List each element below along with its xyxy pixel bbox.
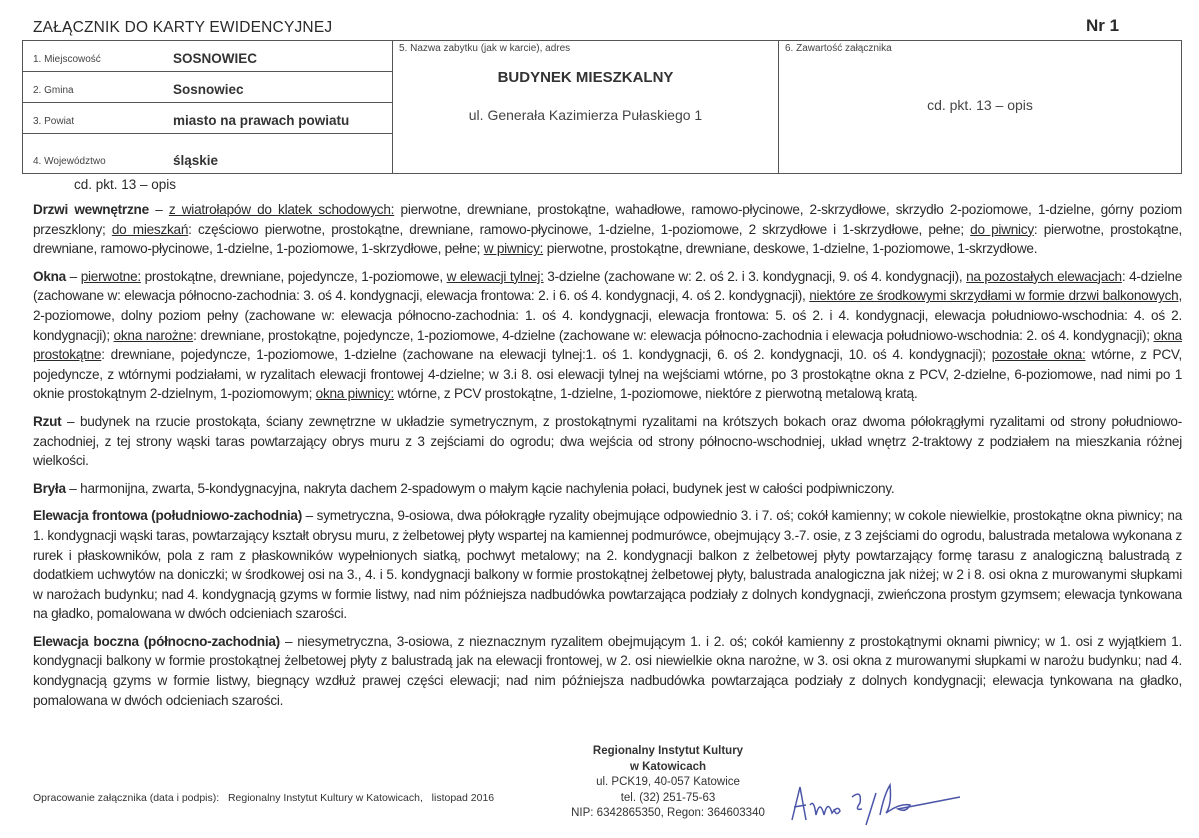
field-label: 4. Województwo [33,156,106,167]
field-locality [23,41,392,72]
paragraph-text: – niesymetryczna, 3-osiowa, z nieznacznym ryzalitem obejmującym 1. i 2. oś; cokół kamienny z prostokątnymi oknami piwnicy; w 1. osi z wyjątkiem 1. kondygnacji balkony w formie prostokątnej żelbetowej płyty z balustradą jak na elewacji frontowej, w 2. osi niewielkie okna narożne, w 3. osi okna z murowanymi słupkami w narożu budynku; nad 4. kondygnacją gzyms w formie listwy, biegnący wzdłuż prawej części elewacji; nad nim późniejsza nadbudówka powtarzająca podziały z dolnych kondygnacji; elewacja tynkowana na gładko, pomalowana w dwóch odcieniach szarości. [33,633,1182,708]
underlined-term: okna narożne [113,327,194,343]
field-commune [23,72,392,103]
section-heading: Rzut [33,413,62,429]
location-fields [23,41,393,173]
description-paragraph [33,632,1182,710]
paragraph-text: , 2-poziomowe, dolny poziom pełny (zachowane w: elewacja północno-zachodnia: 1. oś 4. kondygnacji, elewacja frontowa: 5. oś 2. i 4. kondygnacji, elewacja południowo-wschodnia: 4. oś 2. kondygnacji); [33,288,1182,343]
handwritten-signature [780,775,980,835]
paragraph-text: – symetryczna, 9-osiowa, dwa półokrągłe ryzality obejmujące odpowiednio 3. i 7. oś; cokół kamienny; w cokole niewielkie, prostokątne okna piwnicy; na 1. kondygnacji wąski taras, powtarzający kształt obrysu muru, z żelbetowej płyty wspartej na kamiennej podmurówce, obejmujący 3.-7. osie, z 3 zejściami do ogrodu, balustrada metalowa wykonana z rurek i płaskowników, pola z ram z płaskowników wypełnionych siatką, pochwyt metalowy; na 2. kondygnacji balkon z żelbetowej płyty powtarzający formę tarasu z analogiczną balustradą z dodatkiem uchwytów na doniczki; w środkowej osi na 3., 4. i 5. kondygnacji balkony w formie prostokątnej żelbetowej płyty, balustrada analogiczna jak niżej; w 2 i 8. osi okna z murowanymi słupkami w narożach budynku; nad 4. kondygnacją gzyms w formie listwy, nad nim późniejsza nadbudówka powtarzająca podziały z dolnych kondygnacji, zwieńczona prostym gzymsem; elewacja tynkowana na gładko, pomalowana w dwóch odcieniach szarości. [33,508,1182,622]
document-title: ZAŁĄCZNIK DO KARTY EWIDENCYJNEJ [33,19,333,36]
field-label: 3. Powiat [33,116,75,127]
description-paragraph [33,267,1182,404]
stamp-line: ul. PCK19, 40-057 Katowice [596,776,740,788]
paragraph-text: : drewniane, prostokątne, pojedyncze, 1-poziomowe, 4-dzielne (zachowane w: elewacja północno-zachodnia i elewacja południowo-wschodnia: 2. oś 4. kondygnacji); [193,327,1154,343]
paragraph-text: – budynek na rzucie prostokąta, ściany zewnętrzne w układzie symetrycznym, z prostokątnymi ryzalitami na krótszych bokach oraz dwoma półokrągłymi ryzalitami od strony południowo-zachodniej, z tej strony wąski taras powtarzający obrys muru z 3 zejściami do ogrodu; dwa wejścia od strony północno-wschodniej, układ wnętrz 2-traktowy z podziałem na mieszkania różnej wielkości. [33,413,1182,469]
underlined-term: okna piwnicy: [315,386,394,402]
stamp-line: tel. (32) 251-75-63 [620,791,716,804]
section-heading: Okna [33,268,66,284]
paragraph-text: – [66,268,81,284]
prepared-institution: Regionalny Instytut Kultury w Katowicach, [227,792,423,804]
underlined-term: do piwnicy [970,221,1034,237]
continuation-note: cd. pkt. 13 – opis [74,177,177,192]
field-county [23,103,392,134]
underlined-term: z wiatrołapów do klatek schodowych: [168,202,395,217]
paragraph-text: – [148,202,169,217]
stamp-line: NIP: 6342865350, Regon: 364603340 [571,807,765,819]
underlined-term: do mieszkań [111,221,189,237]
paragraph-text: prostokątne, drewniane, pojedyncze, 1-poziomowe, [140,268,447,284]
underlined-term: w elewacji tylnej: [446,268,544,284]
footer [33,792,494,804]
monument-name: BUDYNEK MIESZKALNY [497,69,674,86]
prepared-date: listopad 2016 [431,792,495,804]
field-voivodeship [23,134,392,173]
description-paragraph [33,506,1182,624]
monument-label: 5. Nazwa zabytku (jak w karcie), adres [399,43,571,54]
description-paragraph [33,412,1182,471]
prepared-label: Opracowanie załącznika (data i podpis): [33,792,220,804]
paragraph-text: pierwotne, prostokątne, drewniane, deskowe, 1-dzielne, 1-poziomowe, 1-skrzydłowe. [543,241,1038,257]
field-label: 2. Gmina [33,85,74,96]
underlined-term: okna prostokątne [33,327,1182,363]
paragraph-text: 3-dzielne (zachowane w: 2. oś 2. i 3. kondygnacji, 9. oś 4. kondygnacji), [543,268,967,284]
field-value: śląskie [173,153,219,168]
paragraph-text: pierwotne, drewniane, prostokątne, wahadłowe, ramowo-płycinowe, 2-skrzydłowe, skrzydło 2-poziomowe, 1-dzielne, górny poziom przeszklony; [33,202,1182,237]
paragraph-text: : drewniane, pojedyncze, 1-poziomowe, 1-dzielne (zachowane na elewacji tylnej:1. oś 1. kondygnacji, 6. oś 2. kondygnacji, 10. oś 4. kondygnacji); [101,347,992,363]
paragraph-text: : pierwotne, prostokątne, drewniane, ramowo-płycinowe, 1-dzielne, 1-poziomowe, 1-skrzydłowe, pełne; [33,221,1183,257]
description-paragraph [33,479,1182,499]
contents-label: 6. Zawartość załącznika [785,43,892,54]
monument-address: ul. Generała Kazimierza Pułaskiego 1 [468,107,703,123]
contents-cell [779,41,1181,173]
field-label: 1. Miejscowość [33,54,101,65]
paragraph-text: – harmonijna, zwarta, 5-kondygnacyjna, nakryta dachem 2-spadowym o małym kącie nachylenia połaci, budynek jest w całości podpiwniczony. [65,480,895,496]
section-heading: Elewacja boczna (północno-zachodnia) [33,633,280,649]
field-value: miasto na prawach powiatu [173,113,350,128]
paragraph-text: : częściowo pierwotne, prostokątne, drewniane, ramowo-płycinowe, 1-dzielne, 1-poziomowe, 2 skrzydłowe i 1-skrzydłowe, pełne; [188,221,971,237]
underlined-term: pierwotne: [80,268,141,284]
stamp-line: w Katowicach [629,760,707,773]
paragraph-text: wtórne, z PCV, pojedyncze, z wtórnymi podziałami, w ryzalitach elewacji frontowej 4-dzielne; w 3.i 8. osi elewacji tylnej na wejściami wtórne, po 3 prostokątne okna z PCV, 2-dzielne, 6-poziomowe, nad nimi po 1 oknie prostokątnym 2-dzielnym, 1-poziomowym; [33,347,1182,402]
description-paragraph [33,200,1182,259]
description-body [33,200,1182,718]
section-heading: Bryła [33,480,66,496]
stamp-line: Regionalny Instytut Kultury [592,745,744,757]
underlined-term: niektóre ze środkowymi skrzydłami w formie drzwi balkonowych [809,288,1179,304]
section-heading: Elewacja frontowa (południowo-zachodnia) [33,508,302,524]
paragraph-text: wtórne, z PCV prostokątne, 1-dzielne, 1-poziomowe, niektóre z pierwotną metalową kratą. [394,386,918,402]
monument-cell [393,41,779,173]
attachment-number: Nr 1 [1086,16,1120,35]
field-value: SOSNOWIEC [173,51,258,66]
header-table [22,40,1182,174]
section-heading: Drzwi wewnętrzne [33,202,149,217]
underlined-term: na pozostałych elewacjach [966,268,1122,284]
institution-stamp [568,744,768,822]
field-value: Sosnowiec [173,82,244,97]
paragraph-text: : 4-dzielne (zachowane w: elewacja północno-zachodnia: 3. oś 4. kondygnacji, elewacja frontowa: 2. i 6. oś 4. kondygnacji, 4. oś 2. kondygnacji), [33,268,1182,304]
underlined-term: w piwnicy: [483,241,544,257]
contents-value: cd. pkt. 13 – opis [927,97,1033,113]
underlined-term: pozostałe okna: [991,347,1086,363]
